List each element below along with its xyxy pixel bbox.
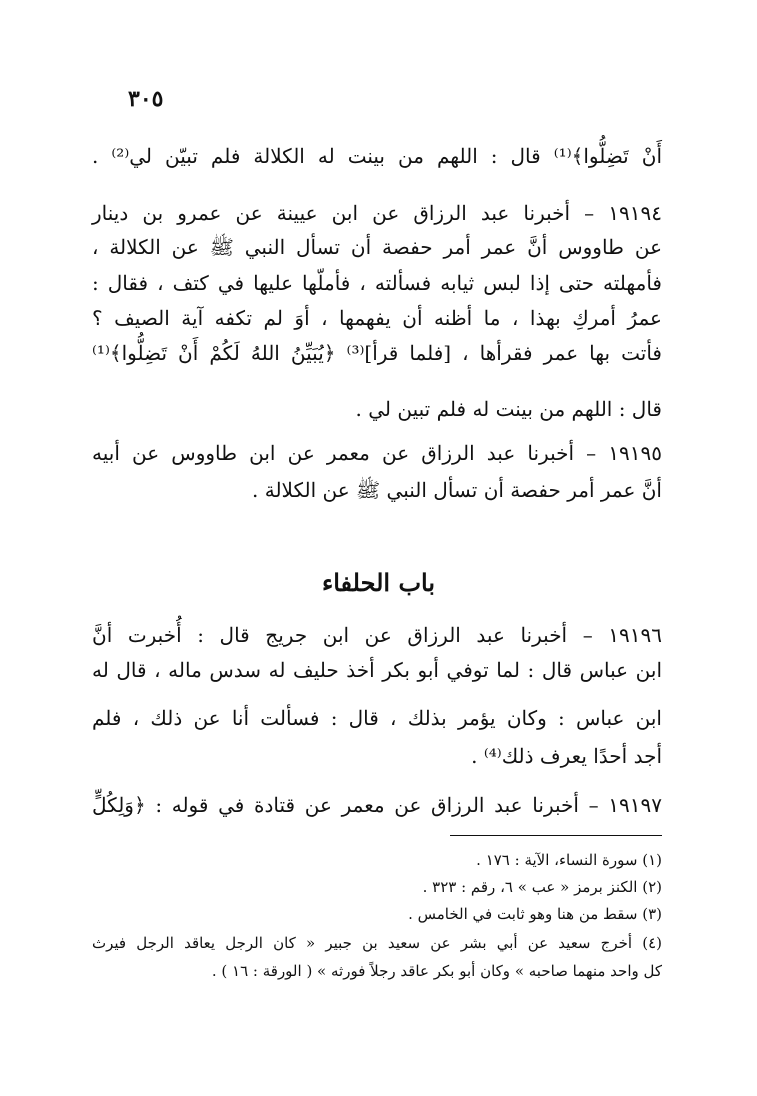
text-line: أنَّ عمر أمر حفصة أن تسأل النبي ﷺ عن الكلالة .: [252, 478, 662, 502]
text-line: قال : اللهم من بينت له فلم تبين لي .: [355, 397, 662, 421]
footnote-divider: [450, 835, 662, 836]
text-line: أجد أحدًا يعرف ذلك⁽⁴⁾ .: [471, 744, 662, 768]
text-line: ١٩١٩٥ – أخبرنا عبد الرزاق عن معمر عن ابن طاووس عن أبيه: [92, 441, 662, 465]
text-line: عمرُ أمركِ بهذا ، ما أظنه أن يفهمها ، أوَ لم تكفه آية الصيف ؟: [92, 306, 662, 330]
text-line: أَنْ تَضِلُّوا﴾⁽¹⁾ قال : اللهم من بينت له الكلالة فلم تبيّن لي⁽²⁾ .: [92, 144, 662, 168]
footnote: (١) سورة النساء، الآية : ١٧٦ .: [476, 851, 662, 869]
footnote: (٢) الكنز برمز « عب » ٦، رقم : ٣٢٣ .: [422, 878, 662, 896]
text-line: ابن عباس قال : لما توفي أبو بكر أخذ حليف له سدس ماله ، قال له: [92, 658, 662, 682]
text-line: ١٩١٩٤ – أخبرنا عبد الرزاق عن ابن عيينة عن عمرو بن دينار: [92, 201, 662, 225]
text-line: ١٩١٩٧ – أخبرنا عبد الرزاق عن معمر عن قتادة في قوله : ﴿وَلِكُلٍّ: [92, 793, 662, 817]
section-heading: باب الحلفاء: [321, 568, 436, 597]
text-line: فأمهلته حتى إذا لبس ثيابه فسألته ، فأملّها عليها في كتف ، فقال :: [92, 271, 662, 295]
text-line: ١٩١٩٦ – أخبرنا عبد الرزاق عن ابن جريج قال : أُخبرت أنَّ: [92, 623, 662, 647]
footnote: (٤) أخرج سعيد عن أبي بشر عن سعيد بن جبير « كان الرجل يعاقد الرجل فيرث: [92, 934, 662, 952]
page-number: ٣٠٥: [128, 86, 164, 112]
footnote: (٣) سقط من هنا وهو ثابت في الخامس .: [408, 905, 662, 923]
text-line: ابن عباس : وكان يؤمر بذلك ، قال : فسألت أنا عن ذلك ، فلم: [92, 706, 662, 730]
text-line: عن طاووس أنَّ عمر أمر حفصة أن تسأل النبي ﷺ عن الكلالة ،: [92, 235, 662, 259]
text-line: فأتت بها عمر فقرأها ، [فلما قرأ]⁽³⁾ ﴿يُبَيِّنُ اللهُ لَكُمْ أَنْ تَضِلُّوا﴾⁽¹⁾: [92, 341, 662, 365]
footnote: كل واحد منهما صاحبه » وكان أبو بكر عاقد رجلاً فورثه » ( الورقة : ١٦ ) .: [211, 962, 662, 980]
